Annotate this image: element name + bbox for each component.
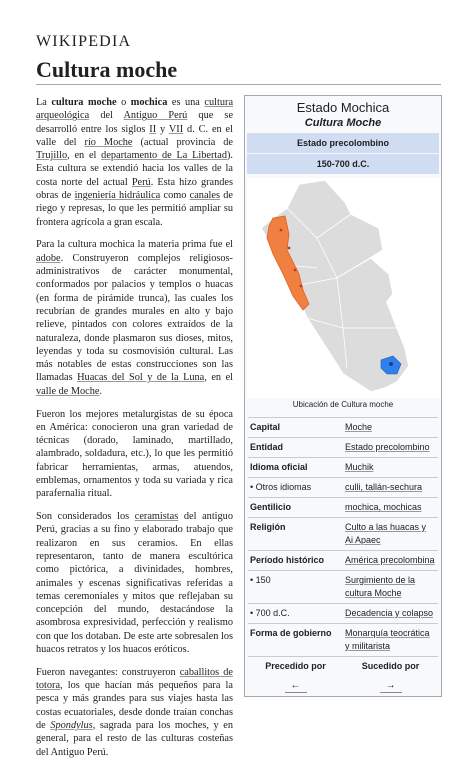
article-link[interactable]: Huacas del Sol y de la Luna	[77, 372, 205, 384]
preceded-arrow[interactable]: ←	[285, 679, 307, 693]
article-link[interactable]: ingeniería hidráulica	[74, 190, 161, 202]
succeeded-arrow[interactable]: →	[380, 679, 402, 693]
succeeded-label: Sucedido por	[361, 661, 420, 671]
article-paragraph	[36, 666, 233, 759]
infobox-row	[248, 570, 438, 603]
article-text: Son considerados los	[36, 511, 135, 523]
article-text: de riego y represas, lo que les permitió ampliar su frontera agrícola a gran escala.	[36, 190, 233, 228]
infobox-row	[248, 623, 438, 656]
infobox-subname: Cultura Moche	[304, 117, 382, 129]
infobox-value[interactable]: Surgimiento de la cultura Moche	[345, 575, 416, 598]
article-paragraph	[36, 408, 233, 501]
article-link[interactable]: Spondylus	[50, 720, 93, 732]
infobox-row	[248, 550, 438, 570]
infobox-value[interactable]: Culto a las huacas y Ai Apaec	[345, 522, 427, 545]
article-text: y	[156, 123, 169, 135]
infobox-value[interactable]: Moche	[345, 422, 373, 432]
infobox-key: • 700 d.C.	[250, 608, 290, 618]
article-text: Fueron los mejores metalurgistas de su época en América: conocieron una gran variedad de técnicas (dorado, laminado, martillado, alambrado, soldadura, etc.), lo que les permitió fabricar herramientas, armas, atuendos, emblemas, ornamentos y toda su variada y rica parafernalia ritual.	[36, 408, 233, 500]
infobox-key: Idioma oficial	[250, 462, 308, 472]
infobox	[244, 95, 442, 697]
location-map[interactable]	[247, 178, 439, 398]
article-text: como	[160, 190, 190, 202]
infobox-row	[248, 457, 438, 477]
article-text: , en el	[67, 150, 102, 162]
article-link[interactable]: II	[149, 123, 157, 135]
infobox-row	[248, 517, 438, 550]
article-link[interactable]: río Moche	[84, 136, 133, 148]
article-paragraph	[36, 96, 233, 229]
infobox-key: Gentilicio	[250, 502, 292, 512]
infobox-band-dates: 150-700 d.C.	[247, 154, 439, 174]
article-text: . Esta hizo grandes obras de	[36, 176, 233, 202]
article-link[interactable]: adobe	[36, 252, 61, 264]
infobox-value[interactable]: culli, tallán-sechura	[345, 482, 423, 492]
infobox-key: Período histórico	[250, 555, 325, 565]
article-link[interactable]: departamento de La Libertad	[101, 150, 227, 162]
article-text: cultura moche	[51, 97, 117, 108]
article-body	[36, 96, 233, 768]
article-text: del	[89, 110, 124, 122]
article-text: (actual provincia de	[132, 136, 233, 148]
infobox-key: Entidad	[250, 442, 283, 452]
infobox-row	[248, 497, 438, 517]
infobox-key: Forma de gobierno	[250, 628, 332, 638]
article-link[interactable]: cultura arqueológica	[36, 97, 234, 122]
infobox-row	[248, 603, 438, 623]
infobox-name: Estado Mochica	[296, 100, 390, 115]
article-text: La	[36, 97, 52, 108]
article-link[interactable]: Antiguo Perú	[123, 110, 188, 122]
infobox-key: Religión	[250, 522, 286, 532]
article-text: ). Esta cultura se extendió hacia los valles de la costa norte del actual	[36, 150, 234, 188]
article-paragraph	[36, 510, 233, 656]
article-link[interactable]: caballitos de totora	[36, 666, 233, 692]
title-divider	[36, 84, 441, 85]
article-text: , sagrada para los moches, y en general, para el resto de las culturas costeñas del Antiguo Perú.	[36, 720, 234, 758]
article-text: .	[99, 385, 103, 397]
infobox-row	[248, 477, 438, 497]
infobox-band-type: Estado precolombino	[247, 133, 439, 153]
preceded-label: Precedido por	[265, 661, 326, 671]
article-link[interactable]: ceramistas	[134, 511, 179, 523]
article-text: . Construyeron complejos religiosos-administrativos de carácter monumental, conformados por palacios y templos o huacas (en forma de pirámide trunca), las cuales los recubrían de grandes murales en alto y bajo relieve, pintados con colores extraídos de la naturaleza, donde plasmaron sus dioses, mitos, leyendas y toda su cosmovisión cultural. Las más notables de estas construcciones son las llamadas	[36, 252, 233, 384]
infobox-row	[248, 437, 438, 457]
article-link[interactable]: Trujillo	[36, 150, 68, 162]
infobox-value[interactable]: Decadencia y colapso	[345, 608, 434, 618]
article-text: Para la cultura mochica la materia prima fue el	[36, 239, 233, 251]
infobox-value[interactable]: América precolombina	[345, 555, 435, 565]
page-title: Cultura moche	[36, 57, 178, 82]
infobox-key: • Otros idiomas	[250, 482, 312, 492]
peru-map-icon	[247, 178, 441, 398]
article-text: , los que hacían más pequeños para la pesca y más grandes para sus viajes hasta las costas ecuatoriales, desde donde traían conchas de	[36, 680, 233, 732]
infobox-value[interactable]: Monarquía teocrática y militarista	[345, 628, 430, 651]
infobox-key: Capital	[250, 422, 281, 432]
article-text: , en el	[204, 372, 233, 384]
article-text: que se desarrolló entre los siglos	[36, 110, 234, 135]
infobox-value[interactable]: Estado precolombino	[345, 442, 430, 452]
article-link[interactable]: Perú	[131, 176, 151, 188]
infobox-value[interactable]: Muchik	[345, 462, 374, 472]
article-text: es una	[167, 97, 205, 108]
article-link[interactable]: canales	[189, 190, 220, 202]
article-link[interactable]: VII	[168, 123, 184, 135]
article-text: Fueron navegantes: construyeron	[36, 666, 180, 678]
article-text: d. C. en el valle del	[36, 123, 233, 148]
article-text: del antiguo Perú, gracias a su fino y elaborado trabajo que realizaron en sus ceramios. En ellas representaron, tanto de manera escultórica como pictórica, a divinidades, hombres, animales y escenas significativas referidas a temas ceremoniales y mitos que reflejaban su concepción del mundo, destacándose la asombrosa expresividad, perfección y realismo con que los dotaban. De este arte sobresalen los huacos retratos y los huacos eróticos.	[36, 511, 233, 656]
article-paragraph	[36, 238, 233, 398]
succession-row	[248, 656, 438, 696]
wikipedia-wordmark[interactable]: WIKIPEDIA	[36, 33, 132, 50]
infobox-key: • 150	[250, 575, 271, 585]
article-link[interactable]: valle de Moche	[36, 385, 100, 397]
map-caption: Ubicación de Cultura moche	[292, 400, 394, 409]
infobox-row	[248, 417, 438, 437]
infobox-value[interactable]: mochica, mochicas	[345, 502, 422, 512]
article-text: mochica	[130, 97, 168, 108]
article-text: o	[116, 97, 131, 108]
